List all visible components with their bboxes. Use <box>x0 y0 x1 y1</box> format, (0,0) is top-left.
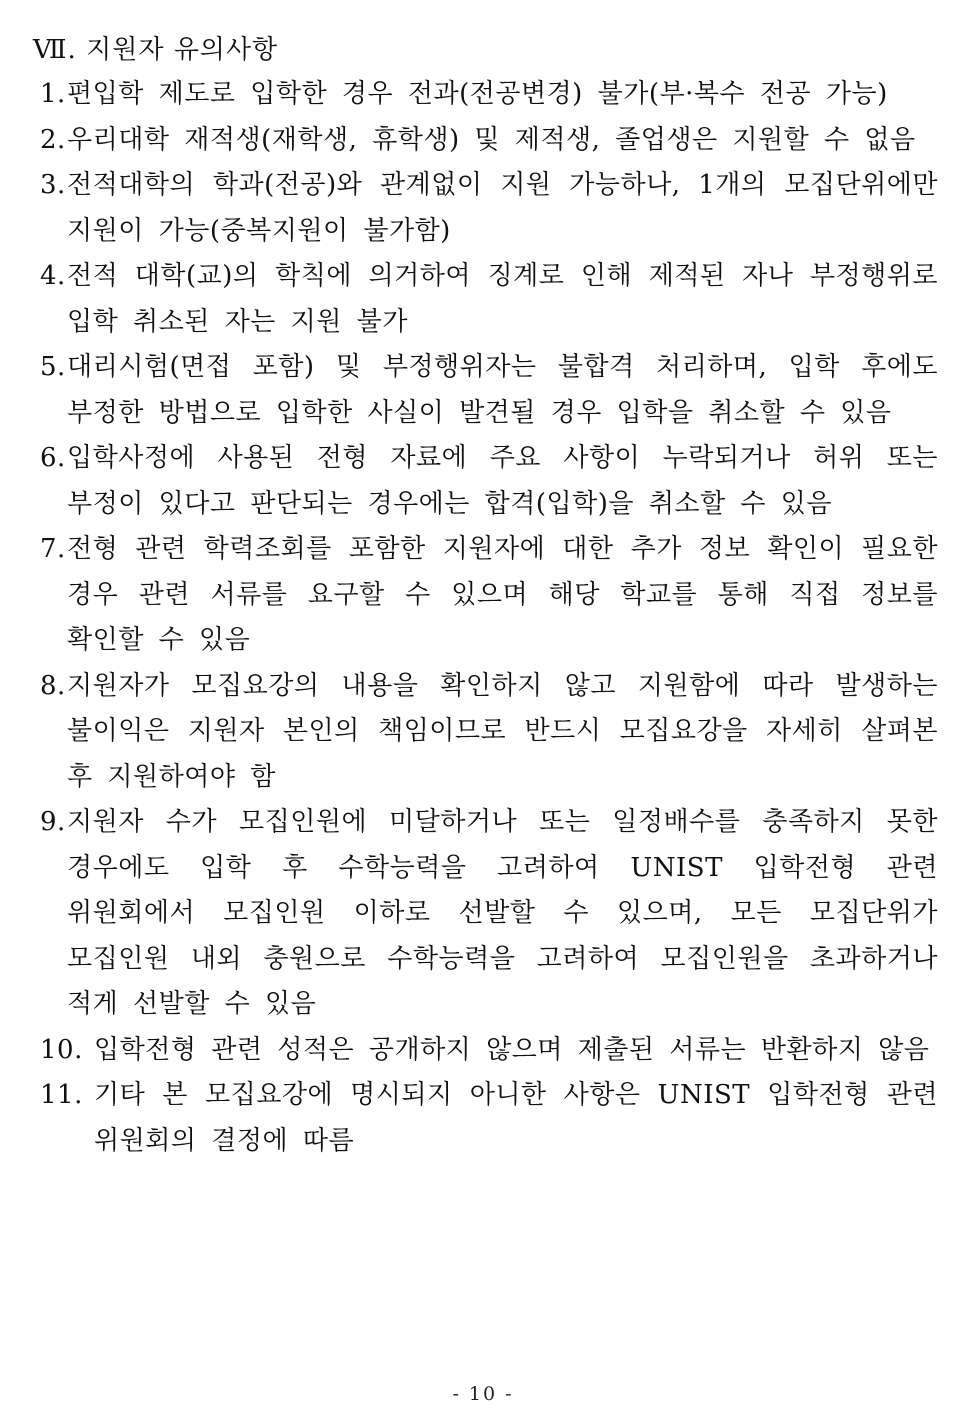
item-text: 지원자 수가 모집인원에 미달하거나 또는 일정배수를 충족하지 못한 경우에도 입학 후 수학능력을 고려하여 UNIST 입학전형 관련 위원회에서 모집인원 이하로 선발할 수 있으며, 모든 모집단위가 모집인원 내외 충원으로 수학능력을 고려하여 모집인원을 초과하거나 적게 선발할 수 있음 <box>67 807 938 1019</box>
item-number: 2. <box>40 124 66 155</box>
list-item <box>40 163 938 254</box>
item-number: 4. <box>40 261 66 291</box>
item-text: 편입학 제도로 입학한 경우 전과(전공변경) 불가(부·복수 전공 가능) <box>67 79 888 109</box>
item-text: 전적대학의 학과(전공)와 관계없이 지원 가능하나, 1개의 모집단위에만 지원이 가능(중복지원이 불가함) <box>67 170 938 246</box>
item-text: 입학전형 관련 성적은 공개하지 않으며 제출된 서류는 반환하지 않음 <box>94 1034 930 1065</box>
item-number: 7. <box>40 534 66 564</box>
item-text: 지원자가 모집요강의 내용을 확인하지 않고 지원함에 따라 발생하는 불이익은 지원자 본인의 책임이므로 반드시 모집요강을 자세히 살펴본 후 지원하여야 함 <box>67 670 938 792</box>
list-item <box>40 1028 938 1074</box>
list-item <box>40 72 938 118</box>
list-item <box>40 1073 938 1164</box>
item-number: 1. <box>40 79 66 109</box>
item-number: 6. <box>40 443 66 473</box>
list-item <box>40 254 938 345</box>
item-text: 전적 대학(교)의 학칙에 의거하여 징계로 인해 제적된 자나 부정행위로 입학 취소된 자는 지원 불가 <box>67 261 938 337</box>
item-number: 8. <box>40 670 66 701</box>
section-title: Ⅶ. 지원자 유의사항 <box>33 35 279 65</box>
list-item <box>40 664 938 801</box>
list-item <box>40 527 938 664</box>
item-text: 대리시험(면접 포함) 및 부정행위자는 불합격 처리하며, 입학 후에도 부정한 방법으로 입학한 사실이 발견될 경우 입학을 취소할 수 있음 <box>67 352 938 428</box>
list-item <box>40 118 938 164</box>
list-item <box>40 436 938 527</box>
notice-list <box>40 72 938 1164</box>
item-number: 3. <box>40 170 66 200</box>
item-text: 입학사정에 사용된 전형 자료에 주요 사항이 누락되거나 허위 또는 부정이 있다고 판단되는 경우에는 합격(입학)을 취소할 수 있음 <box>67 443 938 519</box>
list-item <box>40 345 938 436</box>
page-number: - 10 - <box>452 1383 514 1405</box>
item-number: 11. <box>40 1080 83 1110</box>
item-number: 5. <box>40 352 66 382</box>
item-text: 우리대학 재적생(재학생, 휴학생) 및 제적생, 졸업생은 지원할 수 없음 <box>67 124 916 155</box>
item-number: 9. <box>40 807 66 837</box>
item-number: 10. <box>40 1034 83 1065</box>
item-text: 기타 본 모집요강에 명시되지 아니한 사항은 UNIST 입학전형 관련 위원회의 결정에 따름 <box>94 1080 938 1156</box>
item-text: 전형 관련 학력조회를 포함한 지원자에 대한 추가 정보 확인이 필요한 경우 관련 서류를 요구할 수 있으며 해당 학교를 통해 직접 정보를 확인할 수 있음 <box>67 534 938 655</box>
list-item <box>40 800 938 1028</box>
